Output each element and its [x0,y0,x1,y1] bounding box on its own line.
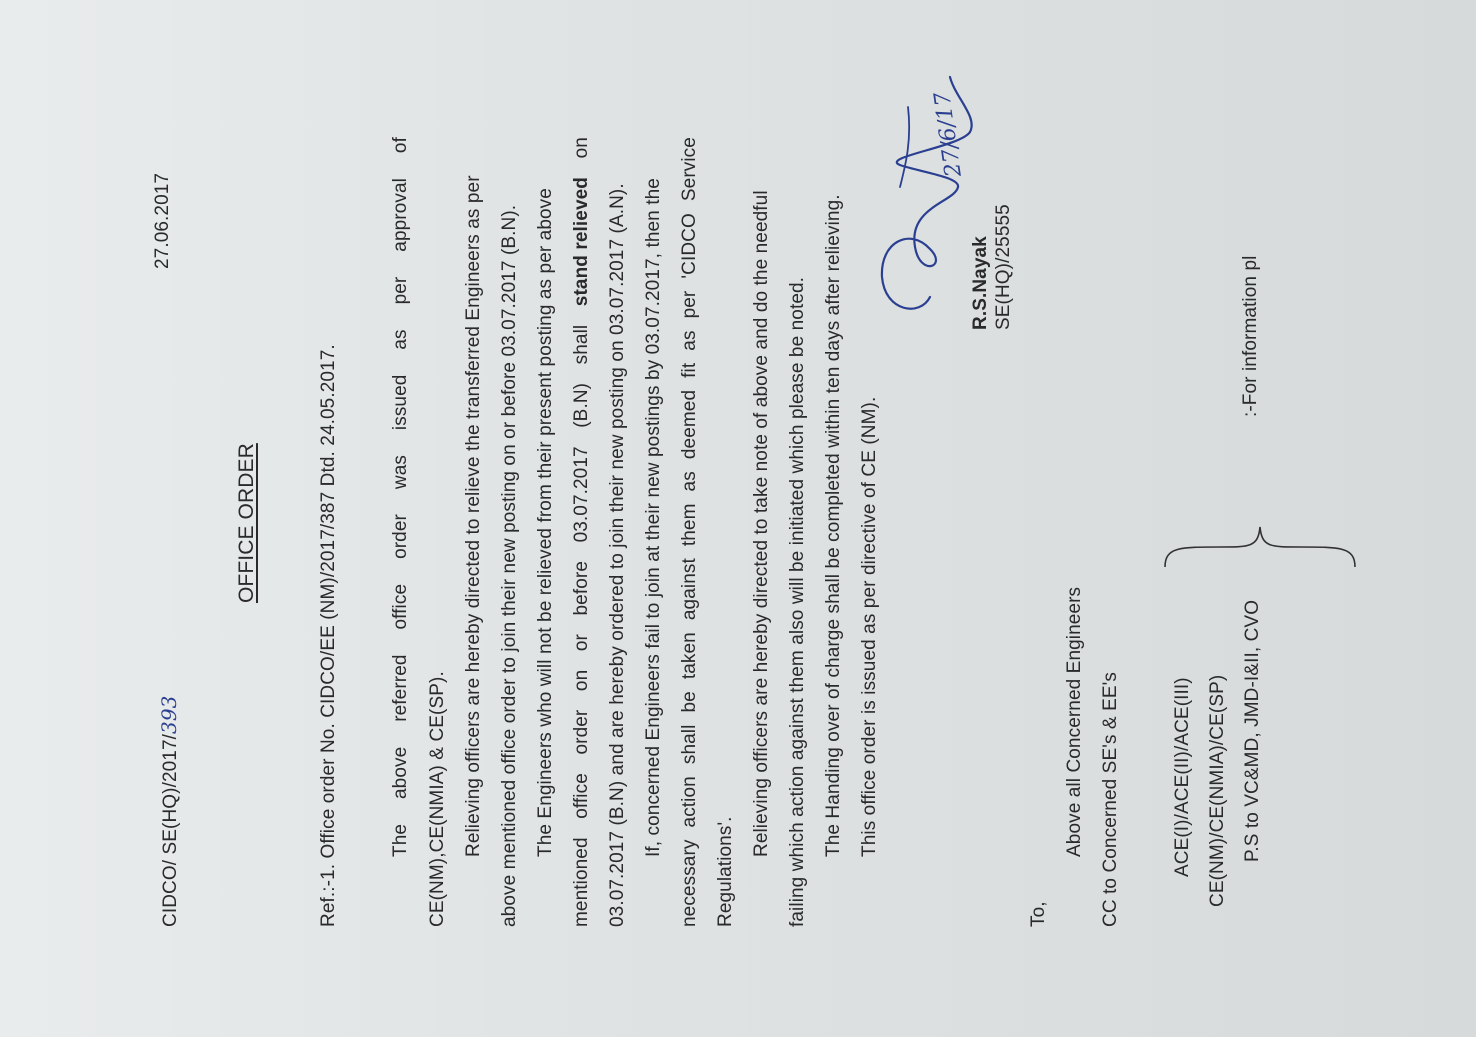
para4-line2 [679,137,701,927]
signatory-name: R.S.Nayak [970,236,991,330]
word: taken [679,632,700,680]
para4-line1: If, concerned Engineers fail to join at their new postings by 03.07.2017, then the [643,178,664,857]
para3-line2 [571,137,593,927]
handwritten-signature-date: 27/6/17 [930,90,967,179]
para5-line1: Relieving officers are hereby directed to take note of above and do the needful [751,190,772,857]
word: office [571,773,592,819]
word: shall [679,724,700,765]
ref-prefix: CIDCO/ SE(HQ)/2017/ [160,733,181,927]
word: before [571,561,592,616]
handwritten-ref-number: 393 [157,695,181,734]
word: necessary [679,839,700,927]
order-date: 27.06.2017 [152,172,173,269]
word: issued [390,374,411,431]
word: order [390,514,411,559]
para2-line2: above mentioned office order to join their new posting on or before 03.07.2017 (B.N). [499,204,520,927]
word: or [571,634,592,652]
para1-line2: CE(NM),CE(NMIA) & CE(SP). [427,671,448,927]
word: as [390,329,411,350]
word: action [679,776,700,828]
recipient-line: Above all Concerned Engineers [1064,586,1085,857]
word: 'CIDCO [679,213,700,279]
para2-line1: Relieving officers are hereby directed to relieve the transferred Engineers as per [463,175,484,857]
word: The [390,823,411,857]
para6-line: The Handing over of charge shall be completed within ten days after relieving. [823,194,844,857]
para4-line3: Regulations'. [715,816,736,927]
word: be [679,691,700,713]
word: per [679,290,700,319]
word: order [571,709,592,755]
para5-line2: failing which action against them also will be initiated which please be noted. [787,276,808,927]
word: deemed [679,389,700,460]
copy-line-1: ACE(I)/ACE(II)/ACE(III) [1172,677,1193,877]
word: on [571,137,592,159]
order-reference-number [158,696,182,928]
word: office [390,583,411,630]
signatory-designation: SE(HQ)/25555 [993,204,1014,330]
word: was [390,455,411,490]
para7-line: This office order is issued as per directive of CE (NM). [859,396,880,857]
word: (B.N) [571,382,592,428]
cc-line: CC to Concerned SE's & EE's [1100,672,1121,927]
word: referred [390,654,411,722]
word: stand relieved [571,177,592,307]
copy-line-3: P.S to VC&MD, JMD-I&II, CVO [1242,599,1263,862]
reference-line: Ref.:-1. Office order No. CIDCO/EE (NM)/2017/387 Dtd. 24.05.2017. [318,344,339,927]
word: shall [571,324,592,365]
curly-brace-icon [1160,517,1360,577]
word: them [679,503,700,547]
word: as [679,330,700,351]
copy-line-2: CE(NM)/CE(NMIA)/CE(SP) [1207,674,1228,907]
word: against [679,558,700,621]
word: above [390,746,411,800]
word: fit [679,362,700,378]
page-title: OFFICE ORDER [235,443,258,603]
word: approval [390,178,411,252]
word: as [679,471,700,492]
para3-line1: The Engineers who will not be relieved from their present posting as per above [535,188,556,857]
word: 03.07.2017 [571,446,592,543]
para3-line3: 03.07.2017 (B.N) and are hereby ordered to join their new posting on 03.07.2017 (A.N). [607,183,628,927]
word: of [390,137,411,154]
word: Service [679,137,700,202]
word: per [390,276,411,305]
para1-line1 [390,137,412,857]
word: on [571,669,592,692]
word: mentioned [571,837,592,927]
copies-note: :-For information pl [1240,255,1261,417]
to-label: To, [1028,901,1049,927]
